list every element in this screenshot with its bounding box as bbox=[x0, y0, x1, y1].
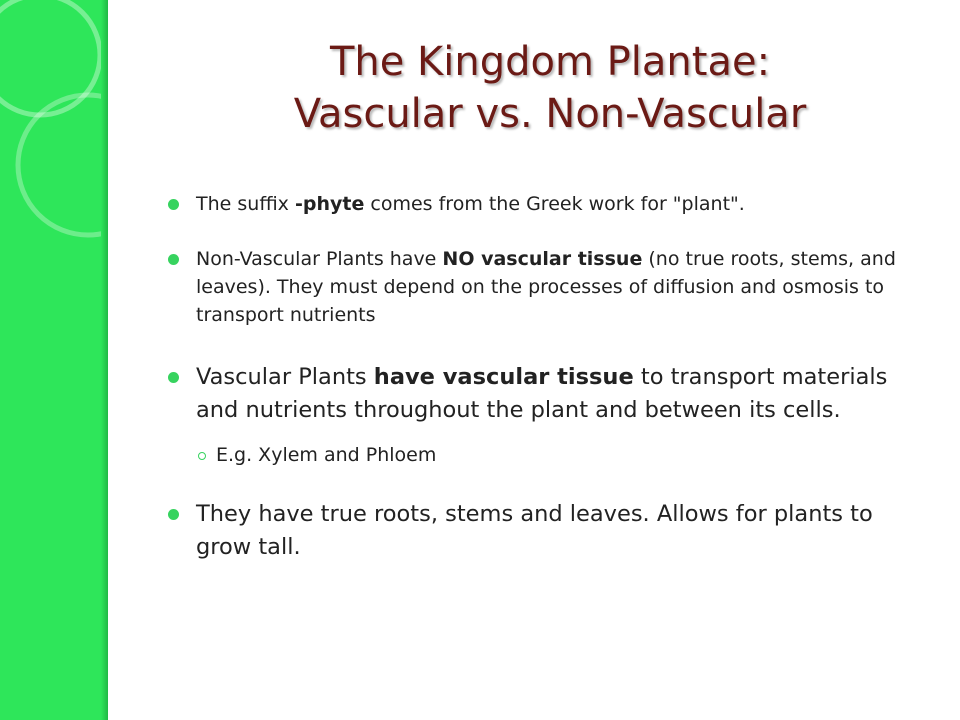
bullet-bold-text: NO vascular tissue bbox=[442, 248, 643, 270]
sub-bullet-example bbox=[164, 441, 904, 469]
bullet-true-roots bbox=[164, 498, 904, 564]
decorative-circle-top bbox=[0, 0, 100, 115]
bullet-suffix-phyte bbox=[164, 190, 904, 218]
side-decorative-band bbox=[0, 0, 108, 720]
bullet-dot-icon bbox=[168, 509, 179, 520]
bullet-text: (no true roots, stems, and leaves). They must depend on the processes of diffusion and osmosis to transport nutrients bbox=[196, 248, 896, 326]
bullet-list bbox=[164, 190, 904, 564]
bullet-text: They have true roots, stems and leaves. Allows for plants to grow tall. bbox=[196, 501, 873, 560]
bullet-bold-text: have vascular tissue bbox=[373, 364, 634, 390]
bullet-text: to transport materials and nutrients throughout the plant and between its cells. bbox=[196, 364, 888, 423]
bullet-dot-icon bbox=[168, 199, 179, 210]
title-line-1: The Kingdom Plantae: bbox=[329, 39, 771, 85]
bullet-text: Vascular Plants bbox=[196, 364, 374, 390]
bullet-text: The suffix bbox=[196, 193, 295, 215]
bullet-dot-icon bbox=[168, 372, 179, 383]
bullet-text: comes from the Greek work for "plant". bbox=[364, 193, 745, 215]
side-band-shadow bbox=[101, 0, 108, 720]
sub-bullet-text: E.g. Xylem and Phloem bbox=[216, 444, 437, 466]
bullet-bold-text: -phyte bbox=[294, 193, 365, 215]
title-line-2: Vascular vs. Non-Vascular bbox=[293, 91, 807, 137]
slide-title bbox=[170, 36, 930, 140]
bullet-vascular bbox=[164, 361, 904, 427]
sub-bullet-ring-icon bbox=[198, 452, 206, 460]
bullet-dot-icon bbox=[168, 254, 179, 265]
decorative-circles bbox=[0, 0, 108, 720]
bullet-text: Non-Vascular Plants have bbox=[196, 248, 443, 270]
bullet-non-vascular bbox=[164, 245, 904, 329]
